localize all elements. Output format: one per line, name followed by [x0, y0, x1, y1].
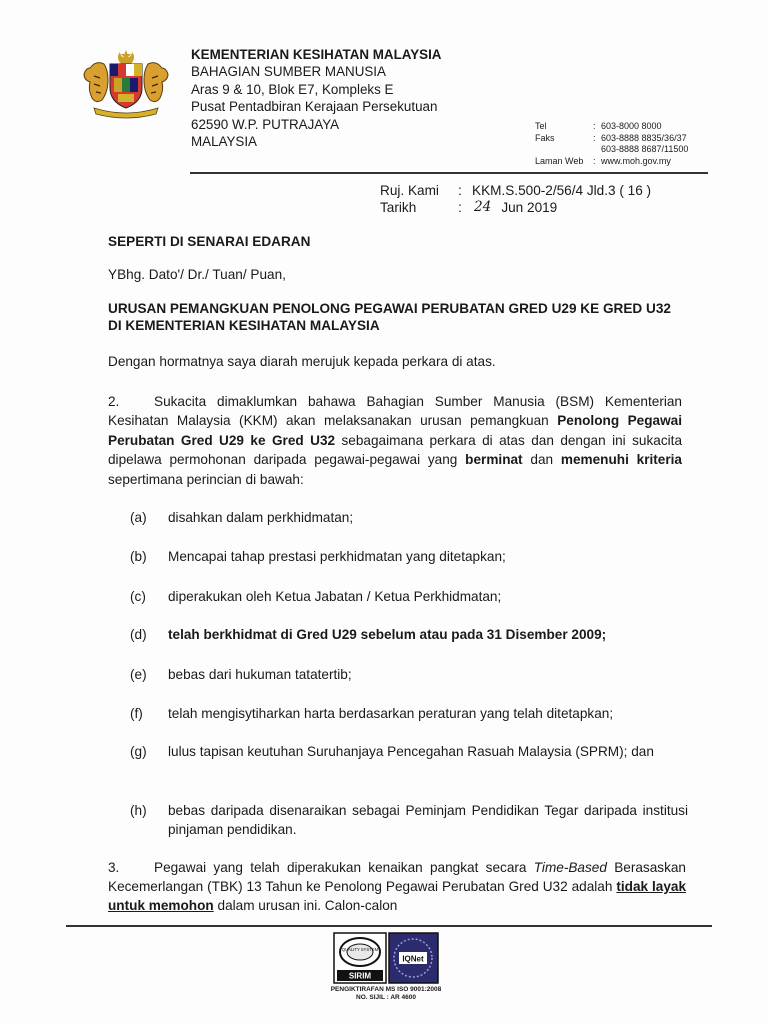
emphasis: berminat	[465, 452, 523, 468]
criteria-item	[108, 587, 688, 606]
fax-label: Faks	[535, 132, 555, 143]
intro-sentence: Dengan hormatnya saya diarah merujuk kepada perkara di atas.	[108, 354, 496, 369]
malaysia-coat-of-arms-icon	[76, 48, 176, 120]
item-letter: (f)	[130, 706, 143, 721]
iqnet-logo-icon	[389, 933, 438, 983]
criteria-item	[108, 547, 688, 566]
item-letter: (h)	[130, 803, 147, 818]
item-letter: (d)	[130, 627, 147, 642]
item-text: diperakukan oleh Ketua Jabatan / Ketua Perkhidmatan;	[168, 589, 502, 604]
address-line: Aras 9 & 10, Blok E7, Kompleks E	[191, 81, 394, 97]
paragraph-text: sebagaimana perkara di atas dan dengan ini sukacita dipelawa permohonan daripada pegawai-pegawai yang	[108, 432, 683, 468]
cert-line: PENGIKTIRAFAN MS ISO 9001:2008	[330, 986, 442, 993]
criteria-item	[108, 508, 688, 527]
item-letter: (g)	[130, 744, 147, 759]
tel-value: 603-8000 8000	[601, 121, 662, 131]
criteria-item	[108, 665, 688, 684]
header-divider	[190, 172, 708, 174]
item-text: Mencapai tahap prestasi perkhidmatan yang ditetapkan;	[168, 549, 506, 564]
item-text: bebas dari hukuman tatatertib;	[168, 667, 352, 682]
paragraph-2	[108, 392, 682, 489]
ref-value: KKM.S.500-2/56/4 Jld.3 ( 16 )	[472, 183, 652, 198]
sirim-quality-logo-icon	[334, 933, 386, 983]
quality-system-text: QUALITY SYSTEM	[341, 947, 379, 952]
web-label: Laman Web	[535, 155, 584, 166]
ministry-address-block	[191, 46, 441, 150]
criteria-item	[108, 801, 688, 839]
fax-value: 603-8888 8835/36/37	[601, 132, 687, 143]
cert-number: NO. SIJIL : AR 4600	[356, 994, 416, 1001]
paragraph-text: sepertimana perincian di bawah:	[108, 471, 304, 487]
criteria-item	[108, 742, 688, 761]
certification-caption	[318, 986, 454, 1002]
item-text: lulus tapisan keutuhan Suruhanjaya Pencegahan Rasuah Malaysia (SPRM); dan	[168, 744, 654, 759]
contact-block: Tel : 603-8000 8000 Faks : 603-8888 8835/36/37 603-8888 8687/11500 Laman Web : www.moh.gov.my	[535, 121, 689, 166]
tel-label: Tel	[535, 121, 547, 131]
address-line: BAHAGIAN SUMBER MANUSIA	[191, 64, 386, 80]
item-text: bebas daripada disenaraikan sebagai Peminjam Pendidikan Tegar daripada institusi pinjaman pendidikan.	[168, 803, 688, 837]
iqnet-text: IQNet	[402, 954, 424, 964]
paragraph-number: 3.	[108, 860, 120, 875]
reference-block: Ruj. Kami : KKM.S.500-2/56/4 Jld.3 ( 16 ) Tarikh : 24 Jun 2019	[380, 183, 652, 215]
ref-label: Ruj. Kami	[380, 183, 439, 198]
criteria-item	[108, 625, 688, 644]
ministry-name: KEMENTERIAN KESIHATAN MALAYSIA	[191, 47, 442, 62]
footer-divider	[66, 925, 712, 927]
letter-subject: URUSAN PEMANGKUAN PENOLONG PEGAWAI PERUBATAN GRED U29 KE GRED U32 DI KEMENTERIAN KESIHATAN MALAYSIA	[108, 301, 671, 333]
item-text: disahkan dalam perkhidmatan;	[168, 510, 354, 525]
paragraph-text: Pegawai yang telah diperakukan kenaikan pangkat secara	[154, 860, 534, 875]
address-line: 62590 W.P. PUTRAJAYA	[191, 116, 340, 132]
date-label: Tarikh	[380, 200, 417, 215]
salutation: YBhg. Dato'/ Dr./ Tuan/ Puan,	[108, 267, 286, 282]
position-emphasis: Penolong Pegawai Perubatan Gred U29 ke Gred U32	[108, 413, 682, 448]
criteria-item	[108, 704, 688, 723]
address-line: Pusat Pentadbiran Kerajaan Persekutuan	[191, 99, 438, 115]
item-letter: (c)	[130, 589, 146, 604]
paragraph-text: dalam urusan ini. Calon-calon	[213, 898, 398, 914]
sirim-text: SIRIM	[348, 971, 372, 981]
paragraph-3	[108, 858, 686, 916]
item-letter: (e)	[130, 667, 147, 682]
certification-logos	[333, 932, 439, 984]
item-letter: (b)	[130, 549, 147, 564]
fax-value-2: 603-8888 8687/11500	[601, 144, 689, 154]
paragraph-text: Sukacita dimaklumkan bahawa Bahagian Sumber Manusia (BSM) Kementerian Kesihatan Malaysia (KKM) akan melaksanakan urusan pemangkuan	[108, 394, 682, 429]
recipient: SEPERTI DI SENARAI EDARAN	[108, 234, 311, 249]
date-day-handwritten: 24	[474, 199, 492, 215]
item-text: telah berkhidmat di Gred U29 sebelum atau pada 31 Disember 2009;	[168, 627, 607, 642]
paragraph-number: 2.	[108, 394, 120, 409]
ineligible-emphasis: tidak layak untuk memohon	[108, 879, 687, 914]
address-line: MALAYSIA	[191, 134, 257, 150]
item-text: telah mengisytiharkan harta berdasarkan peraturan yang telah ditetapkan;	[168, 706, 614, 721]
paragraph-text: dan	[522, 452, 561, 468]
date-value: Jun 2019	[501, 200, 558, 215]
paragraph-text: Berasaskan Kecemerlangan (TBK) 13 Tahun ke Penolong Pegawai Perubatan Gred U32 adalah	[108, 860, 686, 895]
web-value: www.moh.gov.my	[601, 155, 671, 166]
italic-term: Time-Based	[533, 860, 607, 875]
emphasis: memenuhi kriteria	[560, 452, 682, 468]
item-letter: (a)	[130, 510, 147, 525]
